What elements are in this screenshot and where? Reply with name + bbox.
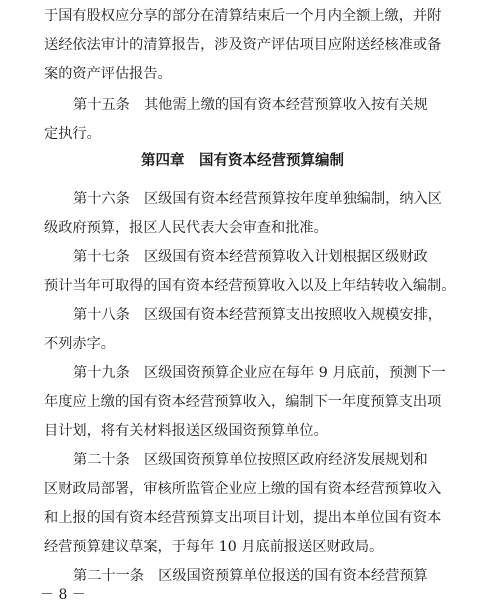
text-line: 第十九条 区级国资预算企业应在每年 9 月底前，预测下一 [73, 365, 446, 381]
text-line: 和上报的国有资本经营预算支出项目计划，提出本单位国有资本 [44, 510, 442, 526]
text-line: 第十六条 区级国有资本经营预算按年度单独编制，纳入区 [73, 191, 442, 207]
text-line: 第二十条 区级国资预算单位按照区政府经济发展规划和 [73, 452, 428, 468]
text-line: 级政府预算，报区人民代表大会审查和批准。 [44, 220, 328, 236]
text-line: 第十七条 区级国有资本经营预算收入计划根据区级财政 [73, 249, 428, 265]
text-line: 区财政局部署，审核所监管企业应上缴的国有资本经营预算收入 [44, 481, 442, 497]
text-line: 不列赤字。 [44, 336, 115, 352]
text-line: 定执行。 [44, 126, 101, 142]
text-line: 送经依法审计的清算报告，涉及资产评估项目应附送经核准或备 [44, 37, 442, 53]
text-line: 第十八条 区级国有资本经营预算支出按照收入规模安排， [73, 307, 442, 323]
chapter-heading: 第四章 国有资本经营预算编制 [141, 153, 344, 169]
text-line: 案的资产评估报告。 [44, 66, 172, 82]
text-line: 年度应上缴的国有资本经营预算收入，编制下一年度预算支出项 [44, 394, 442, 410]
text-line: 于国有股权应分享的部分在清算结束后一个月内全额上缴，并附 [44, 8, 442, 24]
page-number: － 8 － [40, 587, 86, 603]
text-line: 第二十一条 区级国资预算单位报送的国有资本经营预算 [73, 568, 428, 584]
text-line: 预计当年可取得的国有资本经营预算收入以及上年结转收入编制。 [44, 278, 456, 294]
text-line: 目计划，将有关材料报送区级国资预算单位。 [44, 423, 328, 439]
text-line: 第十五条 其他需上缴的国有资本经营预算收入按有关规 [73, 97, 428, 113]
text-line: 经营预算建议草案，于每年 10 月底前报送区财政局。 [44, 539, 384, 555]
